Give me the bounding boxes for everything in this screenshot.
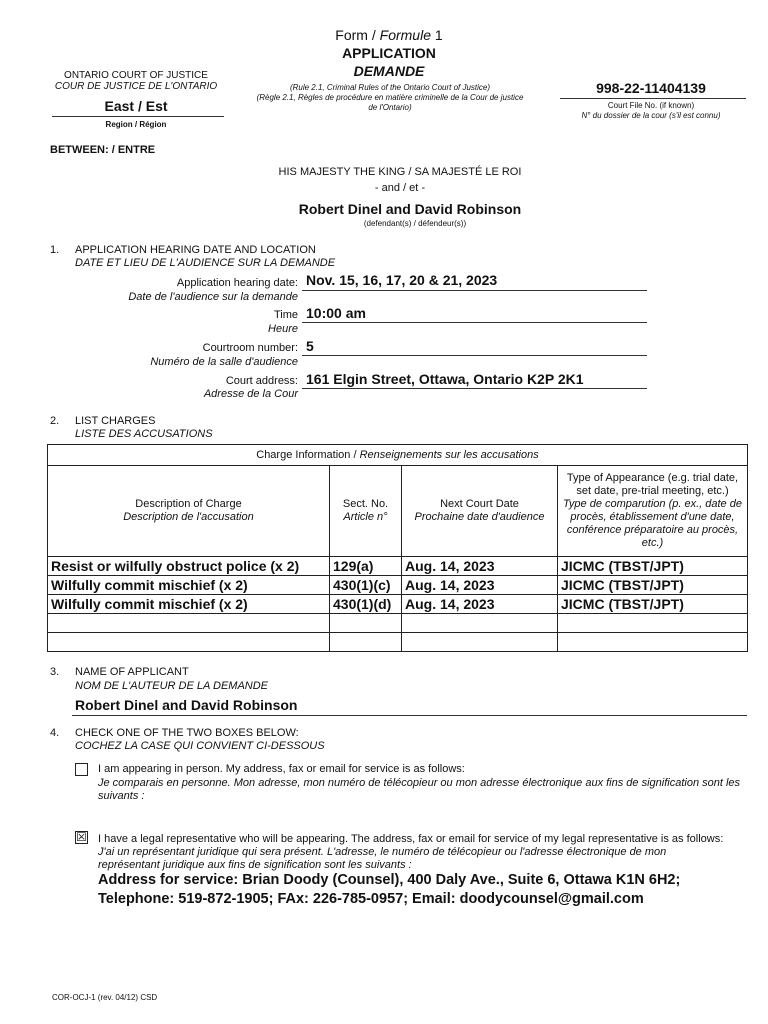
court-name-en: ONTARIO COURT OF JUSTICE: [64, 70, 208, 81]
col-header-appearance: Type of Appearance (e.g. trial date, set date, pre-trial meeting, etc.) Type de comparution (p. ex., date de procès, établissement d'une date, conférence préparatoire au procès, etc.): [558, 466, 748, 557]
section2-number: 2.: [50, 415, 60, 427]
service-address: Address for service: Brian Doody (Counsel), 400 Daly Ave., Suite 6, Ottawa K1N 6H2;: [98, 872, 681, 888]
time-value: 10:00 am: [306, 305, 366, 321]
in-person-checkbox[interactable]: [75, 763, 88, 776]
service-contact: Telephone: 519-872-1905; FAx: 226-785-0957; Email: doodycounsel@gmail.com: [98, 891, 644, 907]
section4-number: 4.: [50, 727, 60, 739]
legal-representative-label-fr: J'ai un représentant juridique qui sera présent. L'adresse, le numéro de télécopieur ou l'adresse électronique de mon représentant juridique aux fins de signification sont les suivants :: [98, 846, 667, 871]
form-number: 1: [431, 27, 443, 43]
charge-section: 129(a): [330, 557, 402, 576]
table-row: [48, 576, 748, 595]
form-rule-en: (Rule 2.1, Criminal Rules of the Ontario Court of Justice): [289, 83, 491, 92]
crown-name: HIS MAJESTY THE KING / SA MAJESTÉ LE ROI: [278, 166, 522, 178]
court-address-label-fr: Adresse de la Cour: [203, 388, 298, 400]
courtroom-value: 5: [306, 338, 314, 354]
hearing-date-value: Nov. 15, 16, 17, 20 & 21, 2023: [306, 272, 498, 288]
defendants-label: (defendant(s) / défendeur(s)): [363, 219, 467, 228]
form-code: COR-OCJ-1 (rev. 04/12) CSD: [52, 993, 158, 1002]
table-row-empty: [48, 633, 748, 652]
and-separator: - and / et -: [374, 182, 426, 194]
applicant-name: Robert Dinel and David Robinson: [75, 697, 298, 713]
hearing-date-label-fr: Date de l'audience sur la demande: [128, 291, 298, 303]
charge-next-date: Aug. 14, 2023: [402, 576, 558, 595]
file-label-fr: N° du dossier de la cour (s'il est connu): [581, 111, 721, 120]
court-region: East / Est: [104, 98, 168, 114]
charge-description: Wilfully commit mischief (x 2): [48, 595, 330, 614]
region-label: Region / Région: [105, 120, 167, 129]
form-title: [284, 26, 494, 44]
charge-section: 430(1)(c): [330, 576, 402, 595]
charge-description: Wilfully commit mischief (x 2): [48, 576, 330, 595]
section3-title-fr: NOM DE L'AUTEUR DE LA DEMANDE: [75, 680, 268, 692]
applicant-line: [72, 715, 747, 716]
courtroom-label-fr: Numéro de la salle d'audience: [150, 356, 298, 368]
in-person-label: I am appearing in person. My address, fax or email for service is as follows:: [98, 763, 465, 775]
section1-title-en: APPLICATION HEARING DATE AND LOCATION: [75, 244, 316, 256]
section3-title-en: NAME OF APPLICANT: [75, 666, 189, 678]
section4-title-en: CHECK ONE OF THE TWO BOXES BELOW:: [75, 727, 299, 739]
court-address-label: Court address:: [225, 375, 298, 387]
section2-title-en: LIST CHARGES: [75, 415, 156, 427]
charge-appearance: JICMC (TBST/JPT): [558, 576, 748, 595]
charges-table-title-row: [48, 445, 748, 466]
time-label-fr: Heure: [268, 323, 298, 335]
charge-next-date: Aug. 14, 2023: [402, 595, 558, 614]
court-address-value: 161 Elgin Street, Ottawa, Ontario K2P 2K1: [306, 371, 584, 387]
table-row: [48, 557, 748, 576]
file-label-en: Court File No. (if known): [607, 101, 695, 110]
form-name-fr: DEMANDE: [353, 63, 425, 79]
col-header-section: Sect. No. Article n°: [330, 466, 402, 557]
court-address-line: [302, 388, 647, 389]
court-name-fr: COUR DE JUSTICE DE L'ONTARIO: [54, 81, 218, 92]
charges-column-headers: [48, 466, 748, 557]
section1-title-fr: DATE ET LIEU DE L'AUDIENCE SUR LA DEMANDE: [75, 257, 336, 269]
table-row: [48, 595, 748, 614]
region-underline: [52, 116, 224, 117]
courtroom-label: Courtroom number:: [202, 342, 298, 354]
charges-table-title: Charge Information / Renseignements sur les accusations: [48, 445, 748, 466]
form-title-fr: Formule: [379, 27, 431, 43]
court-file-number: 998-22-11404139: [596, 80, 706, 96]
section2-title-fr: LISTE DES ACCUSATIONS: [75, 428, 213, 440]
in-person-label-fr: Je comparais en personne. Mon adresse, mon numéro de télécopieur ou mon adresse électronique aux fins de signification sont les suivants :: [98, 777, 741, 802]
charges-table: [47, 444, 748, 652]
table-row-empty: [48, 614, 748, 633]
form-name-en: APPLICATION: [342, 45, 436, 61]
charge-description: Resist or wilfully obstruct police (x 2): [48, 557, 330, 576]
between-label: BETWEEN: / ENTRE: [50, 144, 156, 156]
charge-appearance: JICMC (TBST/JPT): [558, 557, 748, 576]
col-header-next-date: Next Court Date Prochaine date d'audience: [402, 466, 558, 557]
col-header-description: Description of Charge Description de l'accusation: [48, 466, 330, 557]
time-label: Time: [273, 309, 298, 321]
form-rule-fr: (Règle 2.1, Règles de procédure en matière criminelle de la Cour de justice de l'Ontario): [256, 93, 524, 112]
section4-title-fr: COCHEZ LA CASE QUI CONVIENT CI-DESSOUS: [75, 740, 325, 752]
file-underline: [560, 98, 746, 99]
time-line: [302, 322, 647, 323]
defendants-name: Robert Dinel and David Robinson: [298, 201, 522, 217]
section3-number: 3.: [50, 666, 60, 678]
hearing-date-line: [302, 290, 647, 291]
legal-representative-label: I have a legal representative who will be appearing. The address, fax or email for service of my legal representative is as follows:: [98, 833, 724, 845]
charge-section: 430(1)(d): [330, 595, 402, 614]
courtroom-line: [302, 355, 647, 356]
legal-representative-checkbox[interactable]: ☒: [76, 830, 87, 844]
hearing-date-label: Application hearing date:: [176, 277, 298, 289]
form-title-en: Form /: [335, 27, 380, 43]
charge-appearance: JICMC (TBST/JPT): [558, 595, 748, 614]
section1-number: 1.: [50, 244, 60, 256]
charge-next-date: Aug. 14, 2023: [402, 557, 558, 576]
